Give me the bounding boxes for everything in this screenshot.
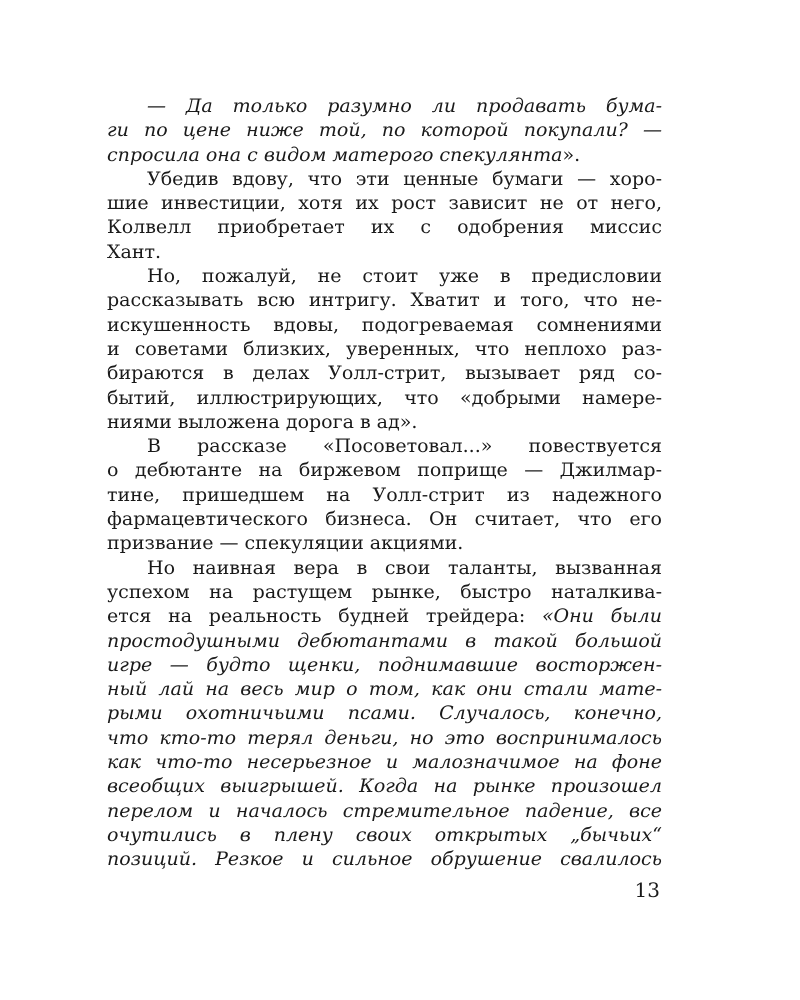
- text-run: спросила она с видом матерого спекулянта: [107, 143, 563, 166]
- text-line: [107, 386, 662, 410]
- text-line: [107, 313, 662, 337]
- text-line: [107, 167, 662, 191]
- text-line: [107, 191, 662, 215]
- text-run: всеобщих выигрышей. Когда на рынке произошел: [107, 775, 662, 798]
- text-run: успехом на растущем рынке, быстро наталкива-: [107, 580, 662, 603]
- text-run: бытий, иллюстрирующих, что «добрыми намере-: [107, 386, 662, 409]
- text-line: [107, 653, 662, 677]
- text-run: как что-то несерьезное и малозначимое на фоне: [107, 751, 662, 774]
- text-line: [107, 701, 662, 725]
- text-run: перелом и началось стремительное падение, все: [107, 799, 662, 822]
- text-line: [107, 799, 662, 823]
- text-line: [107, 629, 662, 653]
- text-line: [107, 604, 662, 628]
- text-line: [107, 774, 662, 798]
- text-line: [107, 823, 662, 847]
- text-line: [107, 240, 662, 264]
- text-run: ниями выложена дорога в ад».: [107, 410, 418, 433]
- text-run: и советами близких, уверенных, что неплохо раз-: [107, 337, 662, 360]
- text-run: о дебютанте на биржевом поприще — Джилмар-: [107, 459, 662, 482]
- text-line: [107, 264, 662, 288]
- text-run: ный лай на весь мир о том, как они стали мате-: [107, 678, 662, 701]
- text-run: — Да только разумно ли продавать бума-: [147, 95, 662, 117]
- page-number: 13: [634, 878, 660, 902]
- text-line: [107, 847, 662, 871]
- text-line: [107, 288, 662, 312]
- text-run: Убедив вдову, что эти ценные бумаги — хоро-: [147, 167, 662, 190]
- text-line: [107, 337, 662, 361]
- text-line: [107, 750, 662, 774]
- text-run: тине, пришедшем на Уолл-стрит из надежного: [107, 483, 662, 506]
- text-line: [107, 483, 662, 507]
- text-run: Но наивная вера в свои таланты, вызванная: [147, 556, 662, 579]
- text-line: [107, 434, 662, 458]
- text-run: рассказывать всю интригу. Хватит и того, что не-: [107, 289, 662, 312]
- text-line: [107, 94, 662, 118]
- text-run: что кто-то терял деньги, но это воспринималось: [107, 726, 662, 749]
- text-run: ги по цене ниже той, по которой покупали? —: [107, 119, 662, 142]
- text-run: позиций. Резкое и сильное обрушение свалилось: [107, 848, 662, 871]
- text-run: очутились в плену своих открытых „бычьих“: [107, 823, 662, 846]
- text-run: В рассказе «Посоветовал...» повествуется: [147, 435, 662, 458]
- text-line: [107, 726, 662, 750]
- text-run: рыми охотничьими псами. Случалось, конечно,: [107, 702, 662, 725]
- text-line: [107, 215, 662, 239]
- text-line: [107, 580, 662, 604]
- text-run: «Они были: [541, 605, 662, 628]
- text-run: Колвелл приобретает их с одобрения миссис: [107, 216, 662, 239]
- text-line: [107, 507, 662, 531]
- text-line: [107, 143, 662, 167]
- text-run: ется на реальность будней трейдера:: [107, 605, 542, 628]
- text-run: игре — будто щенки, поднимавшие восторжен-: [107, 653, 662, 676]
- text-run: фармацевтического бизнеса. Он считает, что его: [107, 508, 662, 531]
- text-run: простодушными дебютантами в такой большой: [107, 629, 662, 652]
- text-line: [107, 118, 662, 142]
- text-line: [107, 458, 662, 482]
- text-run: Но, пожалуй, не стоит уже в предисловии: [147, 265, 662, 288]
- text-line: [107, 556, 662, 580]
- text-run: бираются в делах Уолл-стрит, вызывает ряд со-: [107, 362, 662, 385]
- text-line: [107, 410, 662, 434]
- page-body: [107, 94, 662, 872]
- text-line: [107, 361, 662, 385]
- text-line: [107, 531, 662, 555]
- text-run: призвание — спекуляции акциями.: [107, 532, 464, 555]
- text-run: ».: [562, 143, 581, 166]
- text-run: искушенность вдовы, подогреваемая сомнениями: [107, 313, 662, 336]
- text-run: Хант.: [107, 240, 162, 263]
- text-run: шие инвестиции, хотя их рост зависит не от него,: [107, 192, 662, 215]
- text-line: [107, 677, 662, 701]
